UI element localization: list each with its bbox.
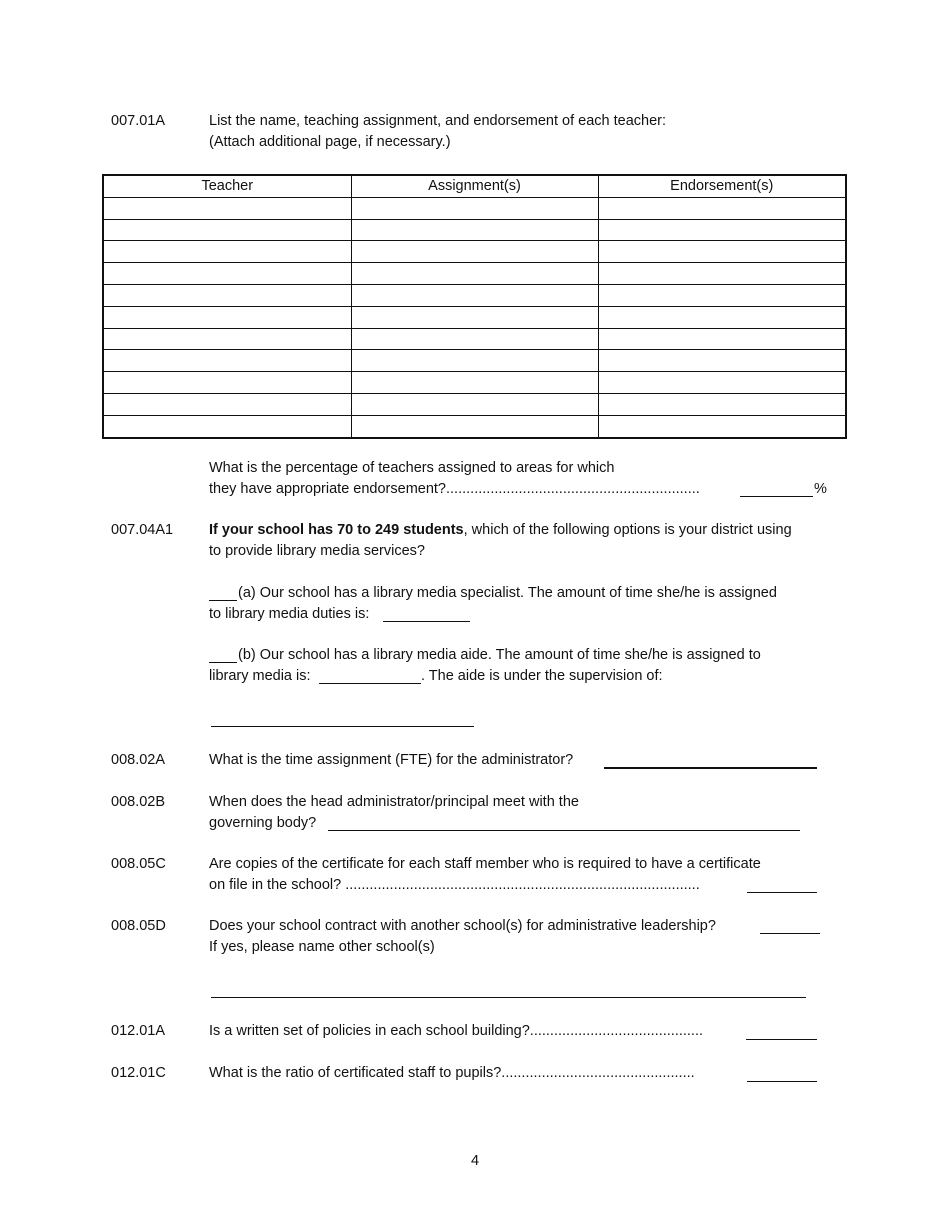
endorsement-cell[interactable]: [598, 197, 846, 219]
assignment-cell[interactable]: [351, 393, 598, 415]
question-text-008-05c: Are copies of the certificate for each staff member who is required to have a certificate: [209, 856, 761, 872]
assignment-cell[interactable]: [351, 372, 598, 394]
question-text-007-04a1-line2: to provide library media services?: [209, 543, 425, 559]
fte-input-line[interactable]: [604, 767, 817, 769]
other-schools-input-line[interactable]: [211, 997, 806, 998]
endorsement-cell[interactable]: [598, 263, 846, 285]
assignment-cell[interactable]: [351, 197, 598, 219]
option-b-text-line2: library media is:: [209, 668, 311, 684]
teacher-cell[interactable]: [103, 306, 351, 328]
question-text-008-05d: Does your school contract with another school(s) for administrative leadership?: [209, 918, 716, 934]
question-text-008-02b: When does the head administrator/principal meet with the: [209, 794, 579, 810]
option-a-text: (a) Our school has a library media specialist. The amount of time she/he is assigned: [238, 585, 777, 601]
endorsement-cell[interactable]: [598, 393, 846, 415]
option-a-time-input-line[interactable]: [383, 621, 470, 622]
question-code-008-05c: 008.05C: [111, 856, 166, 872]
teacher-cell[interactable]: [103, 415, 351, 437]
teacher-cell[interactable]: [103, 241, 351, 263]
question-note-007-01a: (Attach additional page, if necessary.): [209, 134, 451, 150]
teacher-cell[interactable]: [103, 350, 351, 372]
table-row: [103, 263, 846, 285]
endorsement-cell[interactable]: [598, 328, 846, 350]
question-bold-condition: If your school has 70 to 249 students: [209, 522, 464, 538]
assignment-cell[interactable]: [351, 241, 598, 263]
question-code-008-02b: 008.02B: [111, 794, 166, 810]
endorsement-cell[interactable]: [598, 241, 846, 263]
percentage-question-line2: [209, 479, 700, 500]
assignment-cell[interactable]: [351, 415, 598, 437]
question-text-008-05d-line2: If yes, please name other school(s): [209, 939, 435, 955]
option-b-supervision-text: . The aide is under the supervision of:: [421, 668, 663, 684]
option-a-check-line[interactable]: [209, 600, 237, 601]
option-b-text: (b) Our school has a library media aide. The amount of time she/he is assigned to: [238, 647, 761, 663]
table-row: [103, 284, 846, 306]
question-text-007-01a: List the name, teaching assignment, and endorsement of each teacher:: [209, 113, 667, 129]
leader-dots: ...............................................................: [446, 481, 700, 497]
question-text-008-02a: What is the time assignment (FTE) for the administrator?: [209, 752, 574, 768]
endorsement-cell[interactable]: [598, 415, 846, 437]
assignment-cell[interactable]: [351, 284, 598, 306]
question-text-rest: , which of the following options is your district using: [463, 522, 792, 538]
ratio-answer-line[interactable]: [747, 1081, 817, 1082]
page-number: 4: [470, 1153, 480, 1169]
table-row: [103, 393, 846, 415]
teacher-cell[interactable]: [103, 372, 351, 394]
table-row: [103, 350, 846, 372]
option-b-check-line[interactable]: [209, 662, 237, 663]
contract-answer-line[interactable]: [760, 933, 820, 934]
assignment-cell[interactable]: [351, 263, 598, 285]
percent-sign: %: [814, 481, 827, 497]
column-header-endorsement: Endorsement(s): [598, 175, 846, 197]
teacher-cell[interactable]: [103, 263, 351, 285]
supervisor-input-line[interactable]: [211, 726, 474, 727]
policies-answer-line[interactable]: [746, 1039, 817, 1040]
assignment-cell[interactable]: [351, 350, 598, 372]
column-header-teacher: Teacher: [103, 175, 351, 197]
option-b-time-input-line[interactable]: [319, 683, 421, 684]
teacher-cell[interactable]: [103, 197, 351, 219]
table-row: [103, 197, 846, 219]
question-code-012-01c: 012.01C: [111, 1065, 166, 1081]
assignment-cell[interactable]: [351, 219, 598, 241]
teacher-cell[interactable]: [103, 219, 351, 241]
table-row: [103, 219, 846, 241]
endorsement-cell[interactable]: [598, 306, 846, 328]
question-code-007-04a1: 007.04A1: [111, 522, 174, 538]
question-text-008-05c-line2: on file in the school? ........................................................................................: [209, 877, 700, 893]
teacher-cell[interactable]: [103, 284, 351, 306]
assignment-cell[interactable]: [351, 328, 598, 350]
percentage-input-line[interactable]: [740, 496, 813, 497]
endorsement-cell[interactable]: [598, 350, 846, 372]
percentage-question-text: they have appropriate endorsement?: [209, 481, 446, 497]
table-row: [103, 328, 846, 350]
question-text-008-02b-line2: governing body?: [209, 815, 317, 831]
table-row: [103, 372, 846, 394]
table-row: [103, 415, 846, 437]
endorsement-cell[interactable]: [598, 284, 846, 306]
teacher-table: [102, 174, 847, 439]
question-text-012-01c: What is the ratio of certificated staff to pupils?................................................: [209, 1065, 695, 1081]
table-row: [103, 306, 846, 328]
table-header-row: [103, 175, 846, 197]
certificate-answer-line[interactable]: [747, 892, 817, 893]
question-code-008-02a: 008.02A: [111, 752, 166, 768]
table-row: [103, 241, 846, 263]
teacher-cell[interactable]: [103, 393, 351, 415]
endorsement-cell[interactable]: [598, 219, 846, 241]
question-code-008-05d: 008.05D: [111, 918, 166, 934]
column-header-assignment: Assignment(s): [351, 175, 598, 197]
question-text-007-04a1: [209, 520, 792, 541]
teacher-cell[interactable]: [103, 328, 351, 350]
question-code-007-01a: 007.01A: [111, 113, 166, 129]
endorsement-cell[interactable]: [598, 372, 846, 394]
question-code-012-01a: 012.01A: [111, 1023, 166, 1039]
question-text-012-01a: Is a written set of policies in each school building?...........................................: [209, 1023, 704, 1039]
percentage-question-line1: What is the percentage of teachers assigned to areas for which: [209, 460, 615, 476]
assignment-cell[interactable]: [351, 306, 598, 328]
meeting-input-line[interactable]: [328, 830, 800, 831]
option-a-text-line2: to library media duties is:: [209, 606, 370, 622]
